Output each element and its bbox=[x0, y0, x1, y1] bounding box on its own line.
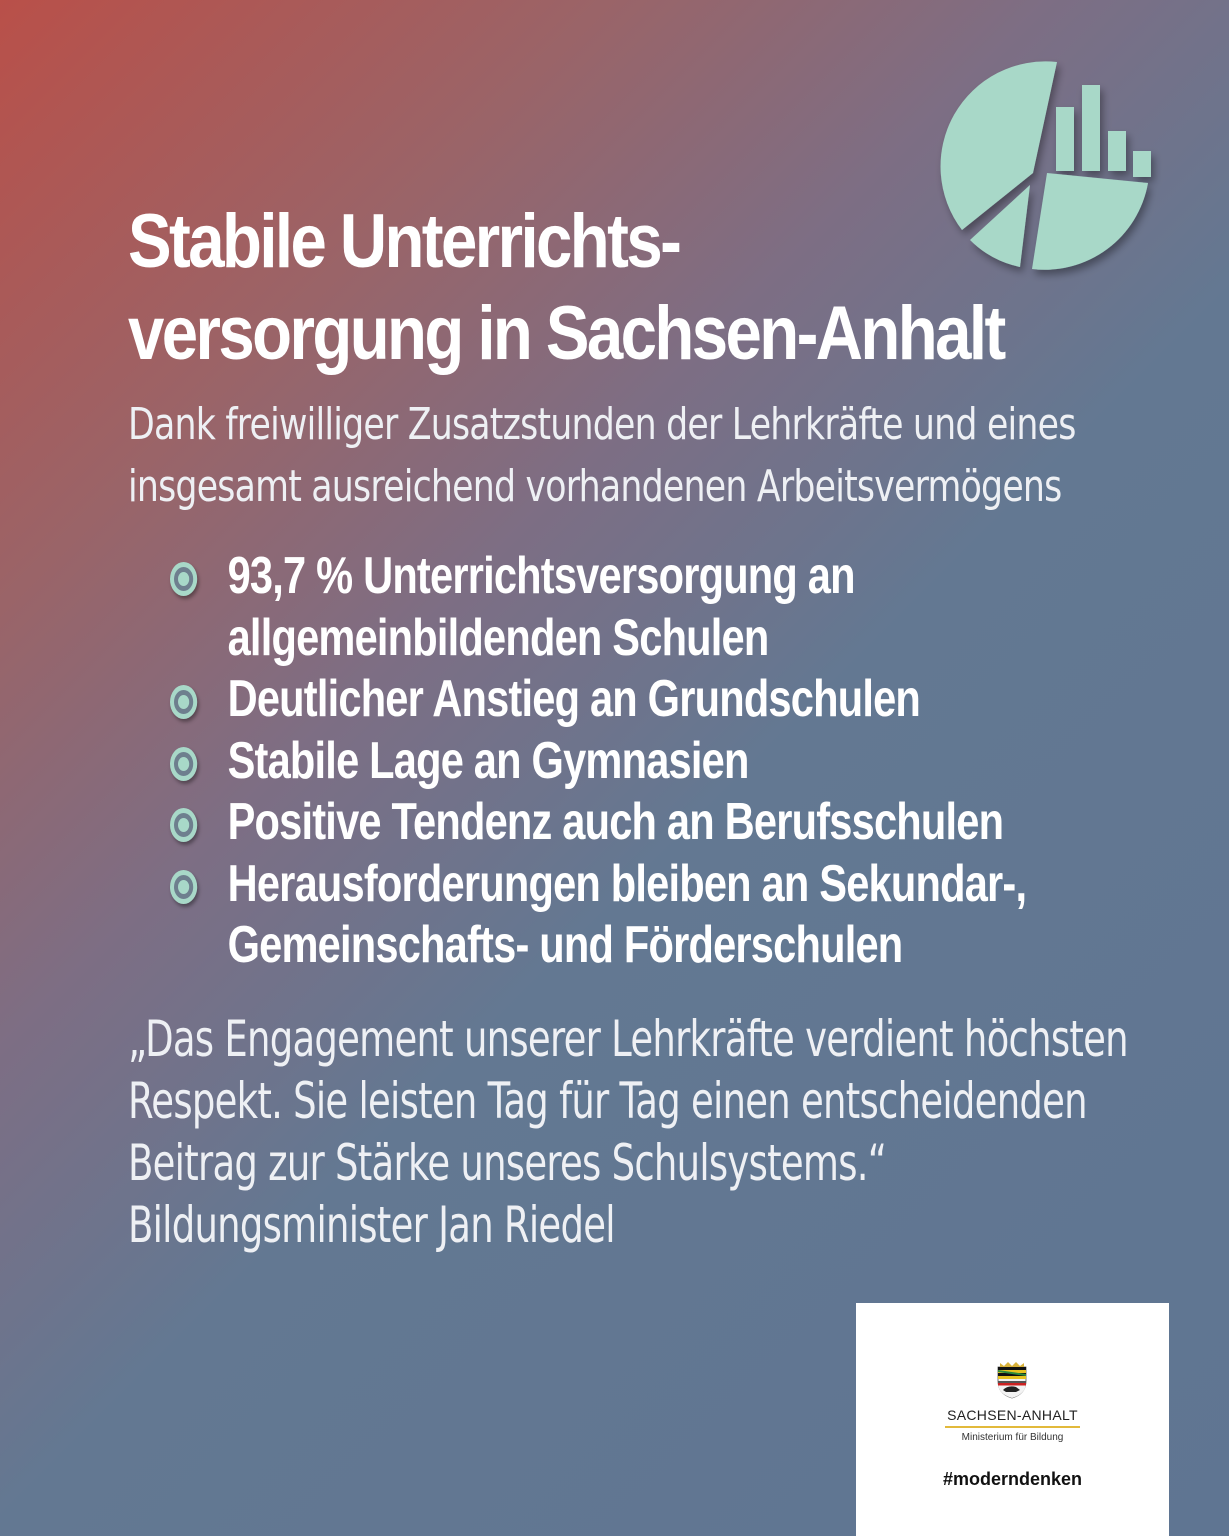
bullet-line: Positive Tendenz auch an Berufsschulen bbox=[227, 793, 1004, 851]
bullet-line: Stabile Lage an Gymnasien bbox=[227, 731, 749, 790]
coat-of-arms-icon bbox=[996, 1361, 1028, 1399]
quote-line-1: „Das Engagement unserer Lehrkräfte verdient höchsten bbox=[128, 1010, 1128, 1068]
quote-author: Bildungsminister Jan Riedel bbox=[128, 1196, 615, 1254]
bullet-line: Herausforderungen bleiben an Sekundar-, bbox=[227, 854, 1027, 913]
title-line-1: Stabile Unterrichts- bbox=[128, 199, 680, 284]
bullet-line: Deutlicher Anstieg an Grundschulen bbox=[227, 670, 921, 728]
list-item bbox=[170, 792, 1066, 854]
title-line-2: versorgung in Sachsen-Anhalt bbox=[128, 291, 1004, 376]
ministry-logo bbox=[856, 1303, 1169, 1536]
page-title bbox=[128, 196, 1004, 380]
quote bbox=[128, 1008, 1128, 1256]
bullet-line: allgemeinbildenden Schulen bbox=[227, 608, 769, 667]
quote-line-2: Respekt. Sie leisten Tag für Tag einen entscheidenden bbox=[128, 1072, 1087, 1130]
subtitle-line-1: Dank freiwilliger Zusatzstunden der Lehrkräfte und eines bbox=[128, 399, 1076, 450]
list-item bbox=[170, 854, 1066, 977]
quote-line-3: Beitrag zur Stärke unseres Schulsystems.“ bbox=[128, 1134, 887, 1192]
logo-ministry: Ministerium für Bildung bbox=[961, 1432, 1064, 1443]
target-bullet-icon bbox=[170, 747, 197, 781]
logo-divider bbox=[945, 1426, 1080, 1428]
hashtag: #moderndenken bbox=[942, 1469, 1083, 1489]
bullet-line: Gemeinschafts- und Förderschulen bbox=[227, 916, 903, 974]
bullet-line: 93,7 % Unterrichtsversorgung an bbox=[227, 547, 855, 605]
target-bullet-icon bbox=[170, 808, 197, 842]
bullet-list bbox=[170, 546, 1066, 977]
list-item bbox=[170, 731, 1066, 793]
target-bullet-icon bbox=[170, 685, 197, 719]
target-bullet-icon bbox=[170, 562, 197, 596]
list-item bbox=[170, 669, 1066, 731]
subtitle-line-2: insgesamt ausreichend vorhandenen Arbeitsvermögens bbox=[128, 461, 1062, 512]
target-bullet-icon bbox=[170, 870, 197, 904]
subtitle bbox=[128, 394, 1076, 518]
logo-name: SACHSEN-ANHALT bbox=[947, 1407, 1078, 1423]
list-item bbox=[170, 546, 1066, 669]
